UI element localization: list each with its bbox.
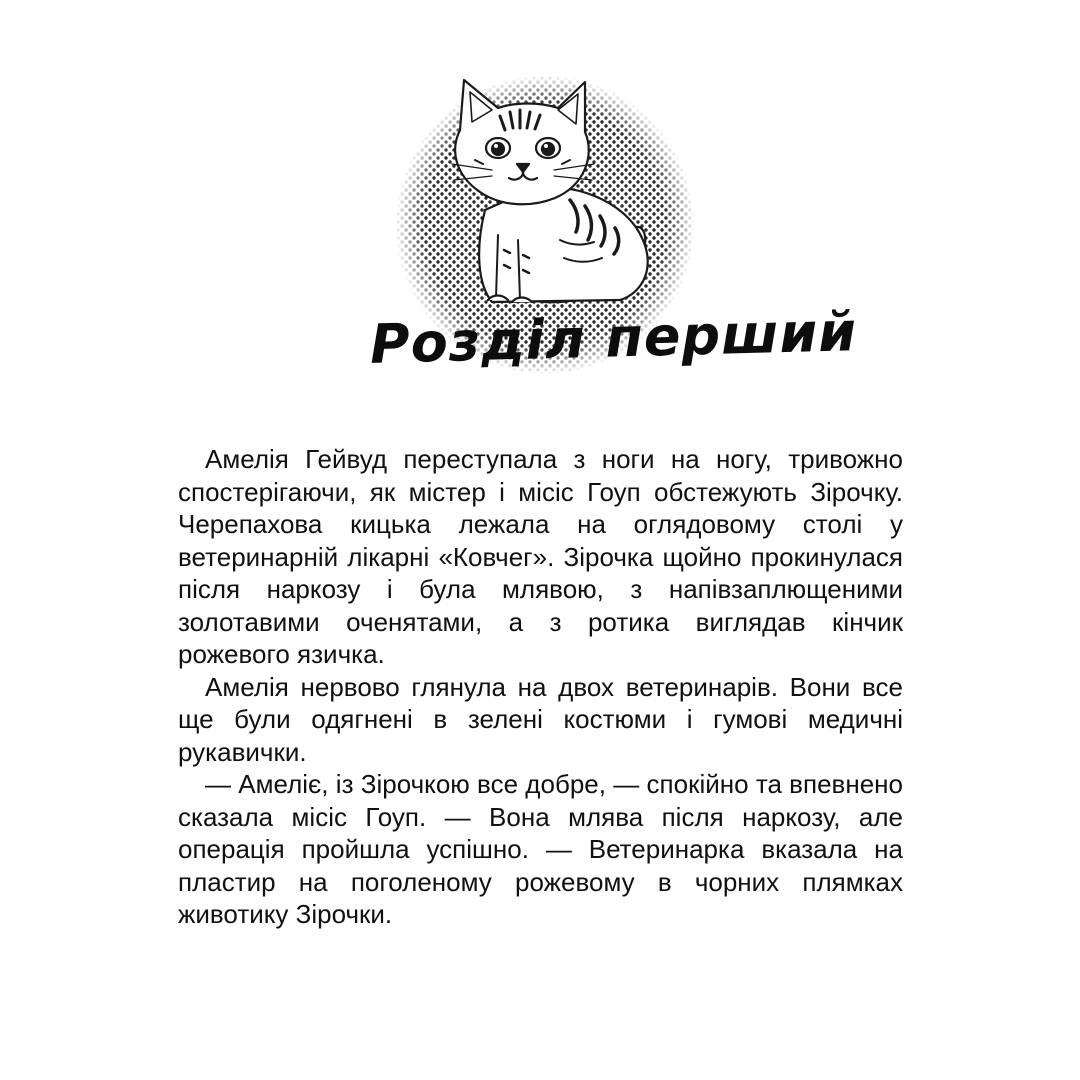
paragraph: Амелія Гейвуд переступала з ноги на ногу, тривожно спостерігаючи, як містер і місіс Гоуп обстежують Зірочку. Черепахова кицька лежала на оглядовому столі у ветеринарній лікарні «Ковчег». Зірочка щойно прокинулася після наркозу і була млявою, з напівзаплющеними золотавими оченятами, а з ротика виглядав кінчик рожевого язичка. [178, 444, 903, 669]
paragraph: Амелія нервово глянула на двох ветеринарів. Вони все ще були одягнені в зелені костюми і гумові медичні рукавички. [178, 671, 903, 767]
chapter-title: Розділ перший [369, 300, 858, 376]
paragraph: — Амеліє, із Зірочкою все добре, — спокійно та впевнено сказала місіс Гоуп. — Вона млява після наркозу, але операція пройшла успішно. — Ветеринарка вказала на пластир на поголеному рожевому в чорних плямках животику Зірочки. [178, 769, 903, 929]
chapter-text [178, 443, 903, 931]
